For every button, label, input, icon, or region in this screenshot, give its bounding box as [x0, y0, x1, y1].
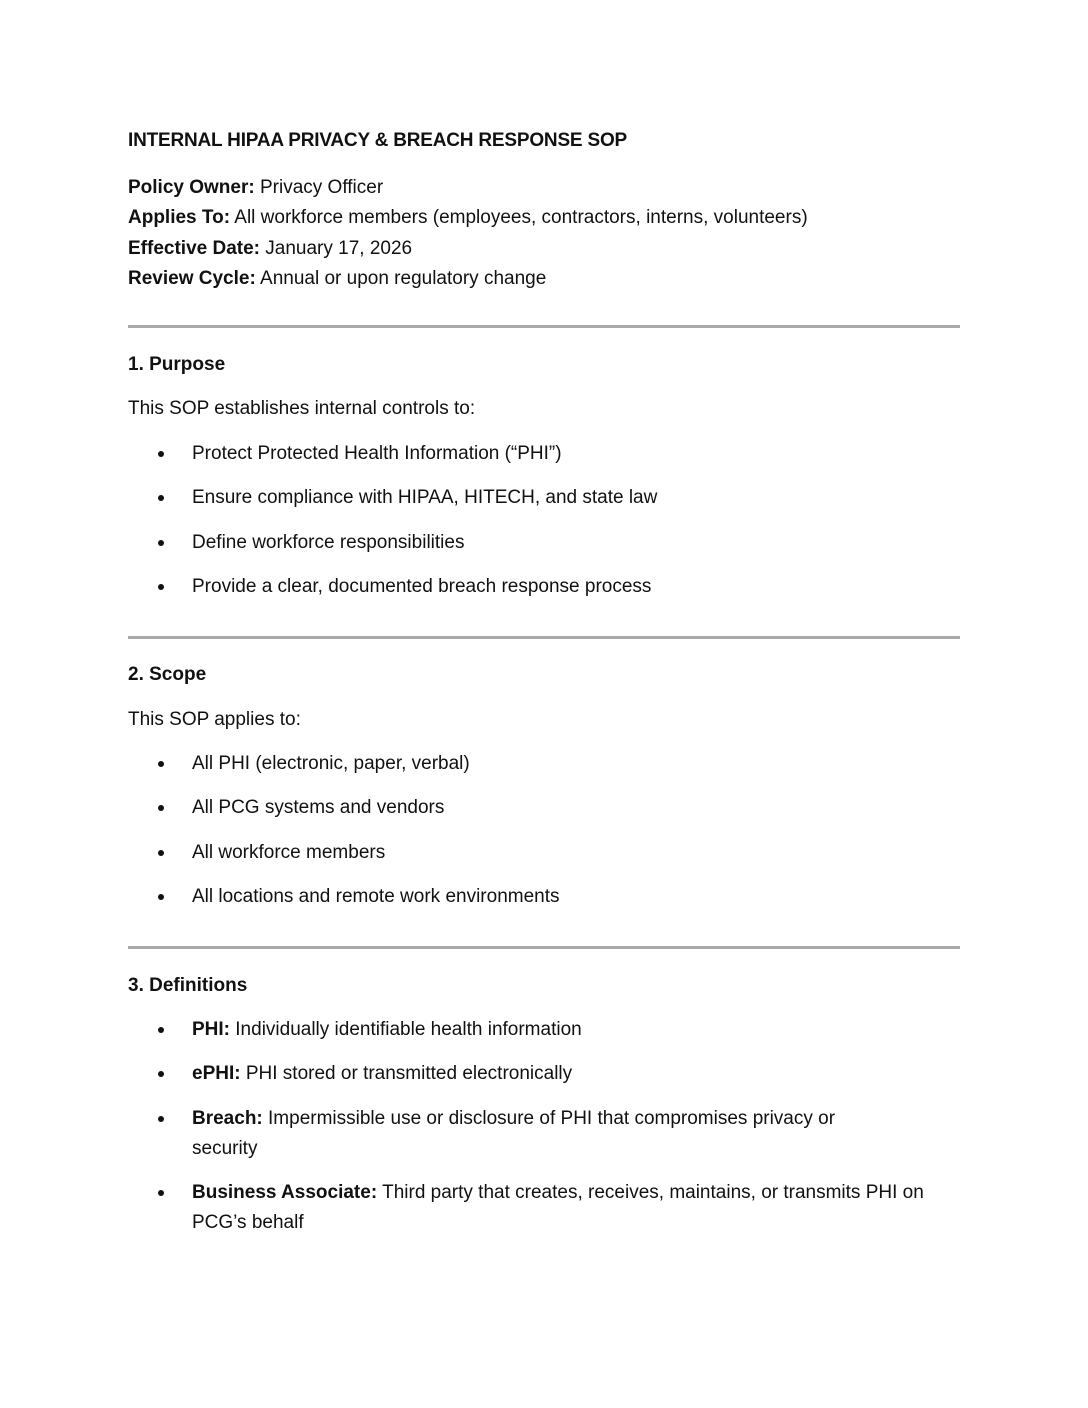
meta-policy-owner — [128, 173, 808, 203]
list-item-text: Define workforce responsibilities — [192, 531, 465, 553]
meta-value: January 17, 2026 — [260, 237, 413, 259]
bullet-icon — [158, 894, 164, 900]
section-intro-scope: This SOP applies to: — [128, 709, 301, 730]
bullet-icon — [158, 451, 164, 457]
list-item — [128, 439, 960, 469]
meta-label: Effective Date: — [128, 237, 260, 259]
bullet-icon — [158, 761, 164, 767]
bullet-icon — [158, 1027, 164, 1033]
list-item — [128, 793, 960, 823]
meta-label: Policy Owner: — [128, 177, 255, 198]
list-item — [128, 572, 960, 602]
section-divider — [128, 636, 960, 639]
section-heading-scope: 2. Scope — [128, 664, 207, 685]
definition-term: PHI: — [192, 1019, 230, 1040]
meta-value: All workforce members (employees, contractors, interns, volunteers) — [230, 207, 808, 229]
bullet-icon — [158, 850, 164, 856]
meta-review-cycle — [128, 264, 808, 294]
document-title: INTERNAL HIPAA PRIVACY & BREACH RESPONSE SOP — [128, 130, 627, 151]
meta-value: Annual or upon regulatory change — [255, 267, 547, 289]
list-item — [128, 749, 960, 779]
section-divider — [128, 325, 960, 328]
definition-text: PHI stored or transmitted electronically — [240, 1063, 573, 1085]
list-item-text: All locations and remote work environments — [192, 885, 560, 907]
definition-item — [128, 1015, 960, 1045]
policy-metadata — [128, 173, 808, 294]
bullet-icon — [158, 584, 164, 590]
definition-text: Impermissible use or disclosure of PHI that compromises privacy or security — [192, 1107, 836, 1159]
meta-label: Review Cycle: — [128, 267, 256, 289]
definition-item — [128, 1104, 960, 1164]
bullet-icon — [158, 805, 164, 811]
definition-term: Breach: — [192, 1107, 263, 1129]
section-divider — [128, 946, 960, 949]
list-item-text: Protect Protected Health Information (“PHI”) — [192, 443, 562, 464]
scope-list — [128, 749, 960, 912]
bullet-icon — [158, 1071, 164, 1077]
list-item-text: All PCG systems and vendors — [192, 797, 445, 819]
list-item — [128, 882, 960, 912]
section-intro-purpose: This SOP establishes internal controls to: — [128, 398, 476, 419]
list-item — [128, 483, 960, 513]
definition-text: Third party that creates, receives, maintains, or transmits PHI on PCG’s behalf — [192, 1181, 924, 1233]
definition-text: Individually identifiable health information — [230, 1019, 582, 1040]
list-item-text: All PHI (electronic, paper, verbal) — [192, 753, 470, 774]
definitions-list — [128, 1015, 960, 1238]
definition-term: ePHI: — [192, 1063, 241, 1085]
meta-value: Privacy Officer — [254, 177, 384, 198]
bullet-icon — [158, 540, 164, 546]
list-item-text: All workforce members — [192, 841, 386, 863]
meta-applies-to — [128, 203, 808, 233]
list-item — [128, 528, 960, 558]
meta-label: Applies To: — [128, 207, 231, 229]
section-heading-definitions: 3. Definitions — [128, 975, 248, 996]
definition-item — [128, 1178, 960, 1238]
bullet-icon — [158, 495, 164, 501]
list-item-text: Provide a clear, documented breach response process — [192, 575, 652, 597]
purpose-list — [128, 439, 960, 602]
bullet-icon — [158, 1116, 164, 1122]
definition-term: Business Associate: — [192, 1181, 378, 1203]
list-item — [128, 838, 960, 868]
definition-item — [128, 1059, 960, 1089]
bullet-icon — [158, 1190, 164, 1196]
meta-effective-date — [128, 234, 808, 264]
list-item-text: Ensure compliance with HIPAA, HITECH, and state law — [192, 487, 658, 509]
section-heading-purpose: 1. Purpose — [128, 354, 226, 375]
